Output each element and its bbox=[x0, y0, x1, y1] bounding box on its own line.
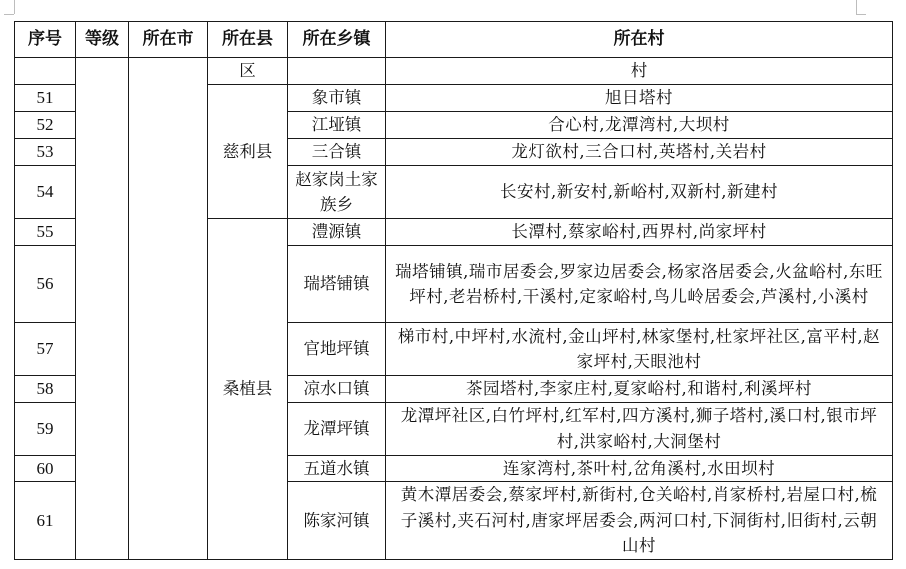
cell-city bbox=[129, 58, 208, 560]
cell-township: 陈家河镇 bbox=[288, 482, 386, 560]
cell-villages: 黄木潭居委会,蔡家坪村,新街村,仓关峪村,肖家桥村,岩屋口村,梳子溪村,夹石河村,唐家坪居委会,两河口村,下洞街村,旧街村,云朝山村 bbox=[386, 482, 893, 560]
cell-seq: 53 bbox=[15, 139, 76, 166]
cell-seq: 59 bbox=[15, 402, 76, 455]
crop-mark-top-left-vertical bbox=[14, 0, 15, 14]
village-list-table bbox=[14, 21, 893, 560]
cell-township: 澧源镇 bbox=[288, 219, 386, 246]
cell-township: 赵家岗土家族乡 bbox=[288, 166, 386, 219]
cell-township: 官地坪镇 bbox=[288, 323, 386, 376]
cell-township: 江垭镇 bbox=[288, 112, 386, 139]
header-city: 所在市 bbox=[129, 22, 208, 58]
cell-villages: 连家湾村,茶叶村,岔角溪村,水田坝村 bbox=[386, 455, 893, 482]
cell-county: 慈利县 bbox=[208, 85, 288, 219]
cell-township: 龙潭坪镇 bbox=[288, 402, 386, 455]
cell-villages: 龙灯欲村,三合口村,英塔村,关岩村 bbox=[386, 139, 893, 166]
cell-seq: 61 bbox=[15, 482, 76, 560]
cell-seq: 55 bbox=[15, 219, 76, 246]
cell-villages: 长安村,新安村,新峪村,双新村,新建村 bbox=[386, 166, 893, 219]
cell-seq bbox=[15, 58, 76, 85]
cell-villages: 梯市村,中坪村,水流村,金山坪村,林家堡村,杜家坪社区,富平村,赵家坪村,天眼池村 bbox=[386, 323, 893, 376]
cell-seq: 51 bbox=[15, 85, 76, 112]
cell-township: 五道水镇 bbox=[288, 455, 386, 482]
header-seq: 序号 bbox=[15, 22, 76, 58]
crop-mark-top-left bbox=[4, 14, 14, 15]
header-village: 所在村 bbox=[386, 22, 893, 58]
cell-county: 区 bbox=[208, 58, 288, 85]
cell-county: 桑植县 bbox=[208, 219, 288, 560]
cell-villages: 瑞塔铺镇,瑞市居委会,罗家边居委会,杨家洛居委会,火盆峪村,东旺坪村,老岩桥村,干溪村,定家峪村,鸟儿岭居委会,芦溪村,小溪村 bbox=[386, 246, 893, 323]
cell-seq: 52 bbox=[15, 112, 76, 139]
cell-township: 三合镇 bbox=[288, 139, 386, 166]
cell-villages: 长潭村,蔡家峪村,西界村,尚家坪村 bbox=[386, 219, 893, 246]
cell-seq: 57 bbox=[15, 323, 76, 376]
cell-grade bbox=[76, 58, 129, 560]
cell-villages: 茶园塔村,李家庄村,夏家峪村,和谐村,利溪坪村 bbox=[386, 376, 893, 403]
cell-villages: 龙潭坪社区,白竹坪村,红军村,四方溪村,狮子塔村,溪口村,银市坪村,洪家峪村,大洞堡村 bbox=[386, 402, 893, 455]
crop-mark-top-right-vertical bbox=[856, 0, 857, 14]
header-grade: 等级 bbox=[76, 22, 129, 58]
crop-mark-top-right bbox=[856, 14, 866, 15]
cell-villages: 合心村,龙潭湾村,大坝村 bbox=[386, 112, 893, 139]
cell-villages: 旭日塔村 bbox=[386, 85, 893, 112]
cell-villages: 村 bbox=[386, 58, 893, 85]
cell-township: 瑞塔铺镇 bbox=[288, 246, 386, 323]
header-township: 所在乡镇 bbox=[288, 22, 386, 58]
cell-seq: 58 bbox=[15, 376, 76, 403]
cell-township: 象市镇 bbox=[288, 85, 386, 112]
cell-seq: 54 bbox=[15, 166, 76, 219]
table-header-row bbox=[15, 22, 893, 58]
cell-township bbox=[288, 58, 386, 85]
cell-seq: 60 bbox=[15, 455, 76, 482]
cell-seq: 56 bbox=[15, 246, 76, 323]
header-county: 所在县 bbox=[208, 22, 288, 58]
table-row bbox=[15, 58, 893, 85]
cell-township: 凉水口镇 bbox=[288, 376, 386, 403]
